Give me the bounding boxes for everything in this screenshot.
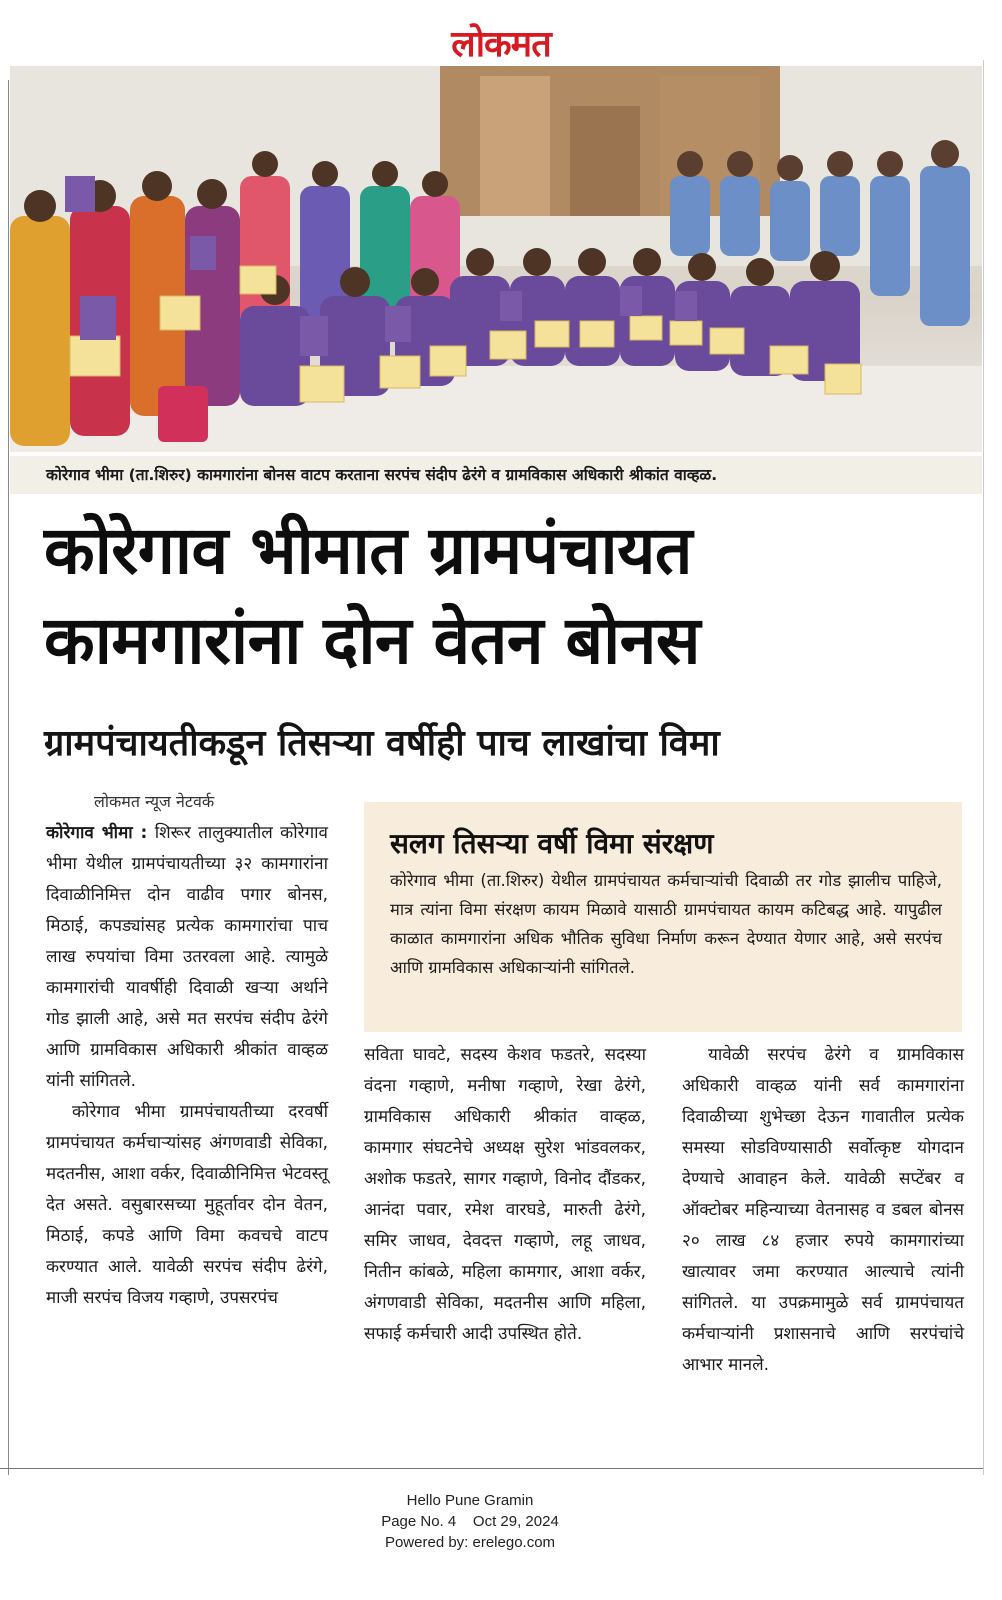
footer-edition: Hello Pune Gramin: [406, 1492, 534, 1509]
article-column-3: [682, 1040, 964, 1381]
left-margin-rule: [8, 80, 9, 1475]
headline-line-2: कामगारांना दोन वेतन बोनस: [44, 602, 700, 679]
article-column-2: [364, 1040, 646, 1350]
subheadline: ग्रामपंचायतीकडून तिसऱ्या वर्षीही पाच लाखांचा विमा: [44, 723, 720, 764]
footer-powered-by: Powered by: erelego.com: [384, 1534, 556, 1551]
footer-rule: [0, 1468, 983, 1469]
article-paragraph-3: सविता घावटे, सदस्य केशव फडतरे, सदस्या वंदना गव्हाणे, मनीषा गव्हाणे, रेखा ढेरंगे, ग्रामविकास अधिकारी श्रीकांत वाव्हळ, कामगार संघटनेचे अध्यक्ष सुरेश भांडवलकर, अशोक फडतरे, सागर गव्हाणे, विनोद दौंडकर, आनंदा पवार, रमेश वारघडे, मारुती ढेरंगे, समिर जाधव, देवदत्त गव्हाणे, लहू जाधव, नितीन कांबळे, महिला कामगार, आशा वर्कर, अंगणवाडी सेविका, मदतनीस आणि महिला, सफाई कर्मचारी आदी उपस्थित होते.: [364, 1045, 646, 1344]
article-column-1: [46, 818, 328, 1314]
sidebar-box-title: सलग तिसऱ्या वर्षी विमा संरक्षण: [390, 827, 714, 860]
sidebar-box: [364, 802, 962, 1032]
group-photo-illustration: [10, 66, 982, 452]
headline: [44, 506, 964, 686]
article-paragraph-2: कोरेगाव भीमा ग्रामपंचायतीच्या दरवर्षी ग्रामपंचायत कर्मचाऱ्यांसह अंगणवाडी सेविका, मदतनीस, आशा वर्कर, दिवाळीनिमित्त भेटवस्तू देत असते. वसुबारसच्या मुहूर्तावर दोन वेतन, मिठाई, कपडे आणि विमा कवचचे वाटप करण्यात आले. यावेळी सरपंच संदीप ढेरंगे, माजी सरपंच विजय गव्हाणे, उपसरपंच: [46, 1102, 328, 1308]
dateline: कोरेगाव भीमा :: [46, 823, 148, 843]
sidebar-box-body: कोरेगाव भीमा (ता.शिरुर) येथील ग्रामपंचायत कर्मचाऱ्यांची दिवाळी तर गोड झालीच पाहिजे, मात्र त्यांना विमा संरक्षण कायम मिळावे यासाठी ग्रामपंचायत कायम कटिबद्ध आहे. यापुढील काळात कामगारांना अधिक भौतिक सुविधा निर्माण करून देण्यात येणार आहे, असे सरपंच आणि ग्रामविकास अधिकाऱ्यांनी सांगितले.: [390, 871, 942, 977]
article-paragraph-1: शिरूर तालुक्यातील कोरेगाव भीमा येथील ग्रामपंचायतीच्या ३२ कामगारांना दिवाळीनिमित्त दोन वाढीव पगार बोनस, मिठाई, कपड्यांसह प्रत्येक कामगारांचा पाच लाख रुपयांचा विमा उतरवला आहे. त्यामुळे कामगारांची यावर्षीही दिवाळी खऱ्या अर्थाने गोड झाली आहे, असे मत सरपंच संदीप ढेरंगे आणि ग्रामविकास अधिकारी श्रीकांत वाव्हळ यांनी सांगितले.: [46, 823, 328, 1091]
headline-line-1: कोरेगाव भीमात ग्रामपंचायत: [44, 512, 693, 589]
right-margin-rule: [983, 60, 984, 1475]
newspaper-masthead: लोकमत: [451, 24, 551, 65]
group-photo: [10, 66, 982, 452]
article-paragraph-4: यावेळी सरपंच ढेरंगे व ग्रामविकास अधिकारी वाव्हळ यांनी सर्व कामगारांना दिवाळीच्या शुभेच्छा देऊन गावातील प्रत्येक समस्या सोडविण्यासाठी सर्वोत्कृष्ट योगदान देण्याचे आवाहन केले. यावेळी सप्टेंबर व ऑक्टोबर महिन्याच्या वेतनासह व डबल बोनस २० लाख ८४ हजार रुपये कामगारांच्या खात्यावर जमा करण्यात आल्याचे त्यांनी सांगितले. या उपक्रमामुळे सर्व ग्रामपंचायत कर्मचाऱ्यांनी प्रशासनाचे आणि सरपंचांचे आभार मानले.: [682, 1045, 964, 1375]
photo-caption: कोरेगाव भीमा (ता.शिरुर) कामगारांना बोनस वाटप करताना सरपंच संदीप ढेरंगे व ग्रामविकास अधिकारी श्रीकांत वाव्हळ.: [10, 456, 982, 494]
byline: लोकमत न्यूज नेटवर्क: [94, 792, 215, 811]
footer-page-date: Page No. 4 Oct 29, 2024: [381, 1513, 559, 1530]
page-footer: [0, 1490, 940, 1553]
